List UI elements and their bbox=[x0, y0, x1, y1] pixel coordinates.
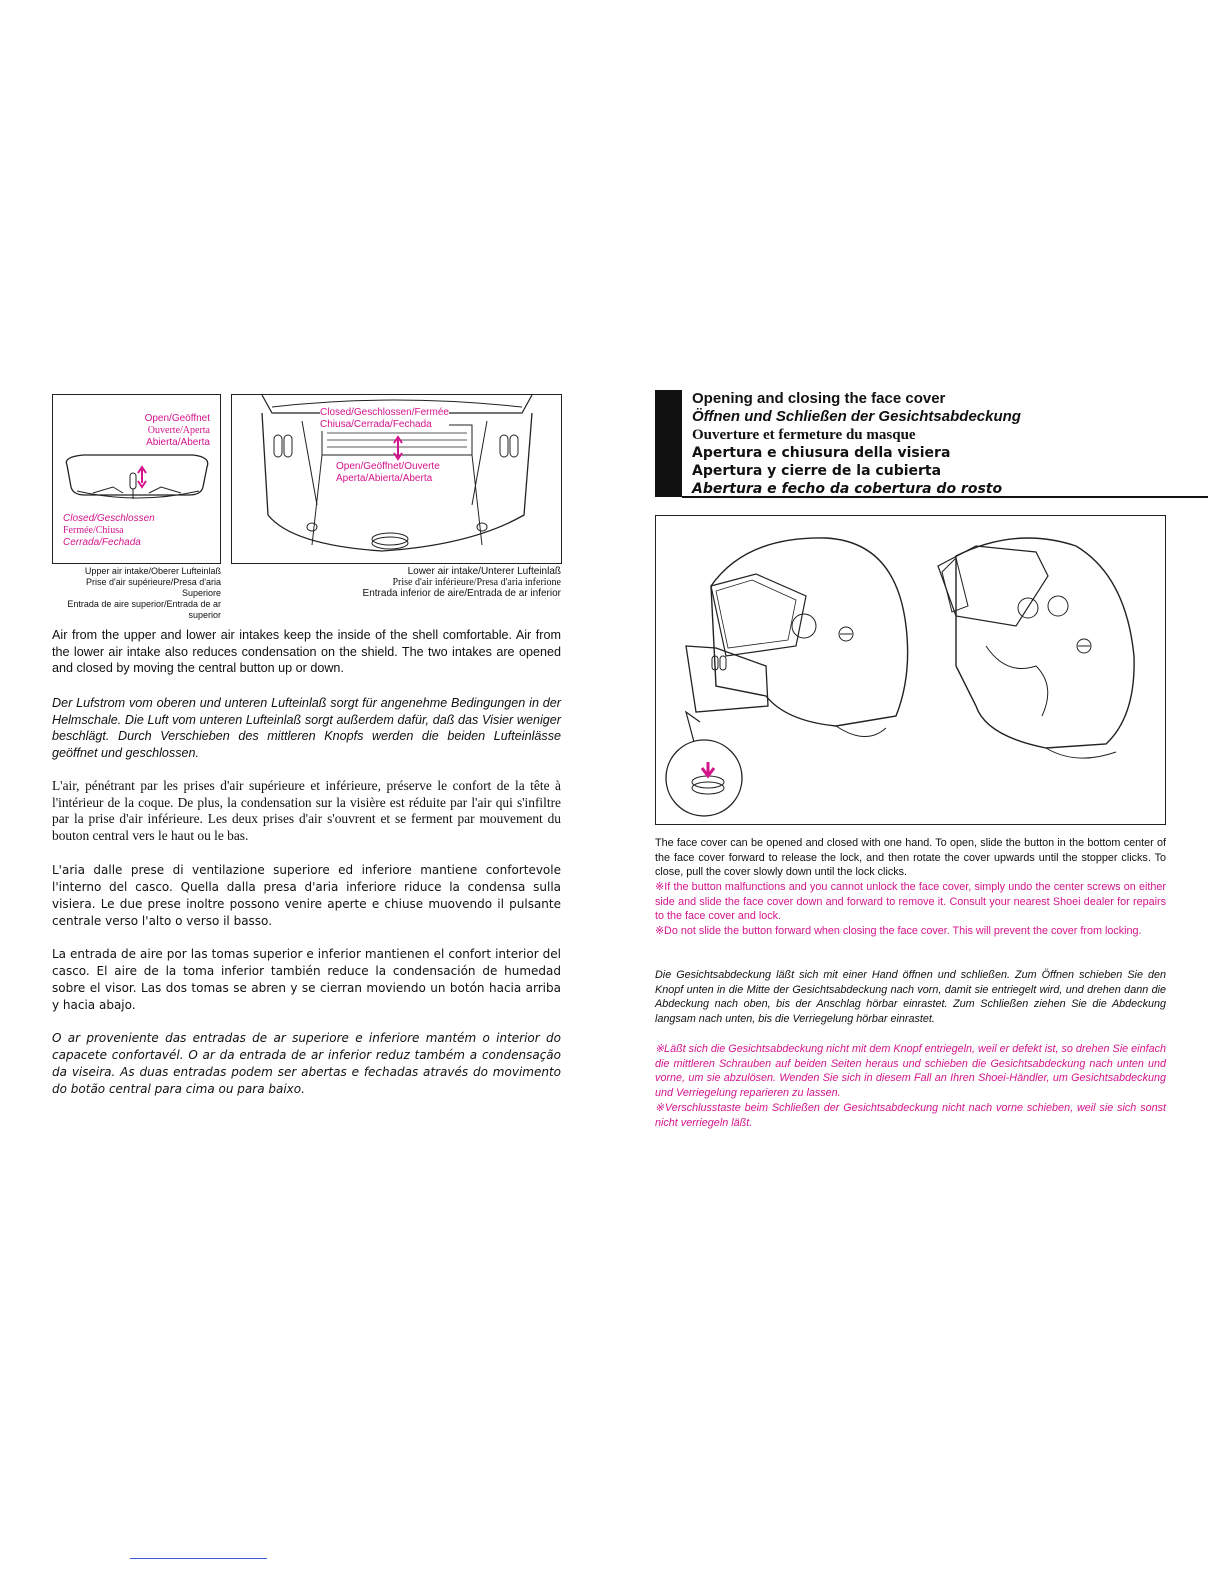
title-portuguese: Abertura e fecho da cobertura do rosto bbox=[692, 481, 1003, 497]
lower-air-intake-figure bbox=[231, 394, 562, 564]
paragraph-english: Air from the upper and lower air intakes keep the inside of the shell comfortable. Air from the lower air intake also reduces condensation on the shield. The two intakes are opened and closed by moving the central button up or down. bbox=[52, 628, 561, 676]
footer-link-rule bbox=[130, 1558, 267, 1559]
title-english: Opening and closing the face cover bbox=[692, 390, 946, 407]
upper-closed-label: Closed/Geschlossen Fermée/Chiusa Cerrada/Fechada bbox=[63, 513, 155, 548]
face-cover-figure bbox=[655, 515, 1166, 825]
upper-open-label: Open/Geöffnet Ouverte/Aperta Abierta/Aberta bbox=[144, 413, 210, 448]
helmet-illustration bbox=[656, 516, 1165, 824]
paragraph-french: L'air, pénétrant par les prises d'air supérieure et inférieure, préserve le confort de la tête à l'intérieur de la coque. De plus, la condensation sur la visière est réduite par l'air qui s'infiltre par la prise d'air inférieure. Les deux prises d'air s'ouvrent et se ferment par mouvement du bouton central vers le haut ou le bas. bbox=[52, 778, 561, 843]
paragraph-portuguese: O ar proveniente das entradas de ar superiore e inferiore mantém o interior do capacete confortavél. O ar da entrada de ar inferior reduz também a condensação da viseira. As duas entradas podem ser abertas e fechadas através do movimento do botão central para cima ou para baixo. bbox=[52, 1031, 561, 1096]
paragraph-italian: L'aria dalle prese di ventilazione superiore ed inferiore mantiene confortevole l'interno del casco. Quella dalla presa d'aria inferiore riduce la condensa sulla visiera. Le due prese inoltre possono venire aperte e chiuse muovendo il pulsante centrale verso l'alto o verso il basso. bbox=[52, 863, 561, 928]
title-french: Ouverture et fermeture du masque bbox=[692, 427, 916, 443]
section-title bbox=[692, 390, 1021, 498]
section-marker-bar bbox=[655, 390, 682, 497]
title-italian: Apertura e chiusura della visiera bbox=[692, 445, 951, 461]
lower-closed-label: Closed/Geschlossen/Fermée Chiusa/Cerrada/Fechada bbox=[320, 407, 449, 430]
german-note-malfunction: ※Läßt sich die Gesichtsabdeckung nicht mit dem Knopf entriegeln, weil er defekt ist, so drehen Sie einfach die mittleren Schrauben auf beiden Seiten heraus und schieben die Gesichtsabdeckung nach unten und vorne, um sie abzulösen. Wenden Sie sich in diesem Fall an Ihren Shoei-Händler, um Gesichtsabdeckung und Verriegelung reparieren zu lassen. bbox=[655, 1043, 1166, 1099]
upper-intake-caption: Upper air intake/Oberer Lufteinlaß Prise d'air supérieure/Presa d'aria Superiore Entrada de aire superior/Entrada de ar superior bbox=[67, 566, 221, 620]
title-spanish: Apertura y cierre de la cubierta bbox=[692, 463, 942, 479]
german-instructions: Die Gesichtsabdeckung läßt sich mit einer Hand öffnen und schließen. Zum Öffnen schieben Sie den Knopf unten in die Mitte der Gesichtsabdeckung nach vorn, damit sie entriegelt wird, und drehen dann die Abdeckung nach oben, bis der Anschlag hörbar einrastet. Zum Schließen ziehen Sie die Abdeckung langsam nach unten, bis die Verriegelung hörbar einrastet. bbox=[655, 969, 1166, 1025]
lower-open-label: Open/Geöffnet/Ouverte Aperta/Abierta/Aberta bbox=[336, 461, 440, 484]
english-note-malfunction: ※If the button malfunctions and you cannot unlock the face cover, simply undo the center screws on either side and slide the face cover down and forward to remove it. Consult your nearest Shoei dealer for repairs to the face cover and lock. bbox=[655, 881, 1166, 923]
title-german: Öffnen und Schließen der Gesichtsabdeckung bbox=[692, 408, 1021, 425]
lower-intake-caption: Lower air intake/Unterer Lufteinlaß Prise d'air inférieure/Presa d'aria inferione Entrada inferior de aire/Entrada de ar inferior bbox=[362, 566, 561, 599]
paragraph-spanish: La entrada de aire por las tomas superior e inferior mantienen el confort interior del casco. El aire de la toma inferior también reduce la condensación de humedad sobre el visor. Las dos tomas se abren y se cierran moviendo un botón hacia arriba y hacia abajo. bbox=[52, 947, 561, 1012]
paragraph-german: Der Lufstrom vom oberen und unteren Lufteinlaß sorgt für angenehme Bedingungen in der Helmschale. Die Luft vom unteren Lufteinlaß sorgt außerdem dafür, daß das Visier weniger beschlägt. Durch Verschieben des mittleren Knopfs werden die beiden Lufteinlässe geöffnet und geschlossen. bbox=[52, 696, 561, 760]
german-note-closing: ※Verschlusstaste beim Schließen der Gesichtsabdeckung nicht nach vorne schieben, weil sie sich sonst nicht verriegeln läßt. bbox=[655, 1102, 1166, 1129]
english-instructions: The face cover can be opened and closed with one hand. To open, slide the button in the bottom center of the face cover forward to release the lock, and then rotate the cover upwards until the stopper clicks. To close, pull the cover slowly down until the lock clicks. bbox=[655, 837, 1166, 879]
upper-air-intake-figure bbox=[52, 394, 221, 564]
english-note-closing: ※Do not slide the button forward when closing the face cover. This will prevent the cover from locking. bbox=[655, 925, 1142, 937]
